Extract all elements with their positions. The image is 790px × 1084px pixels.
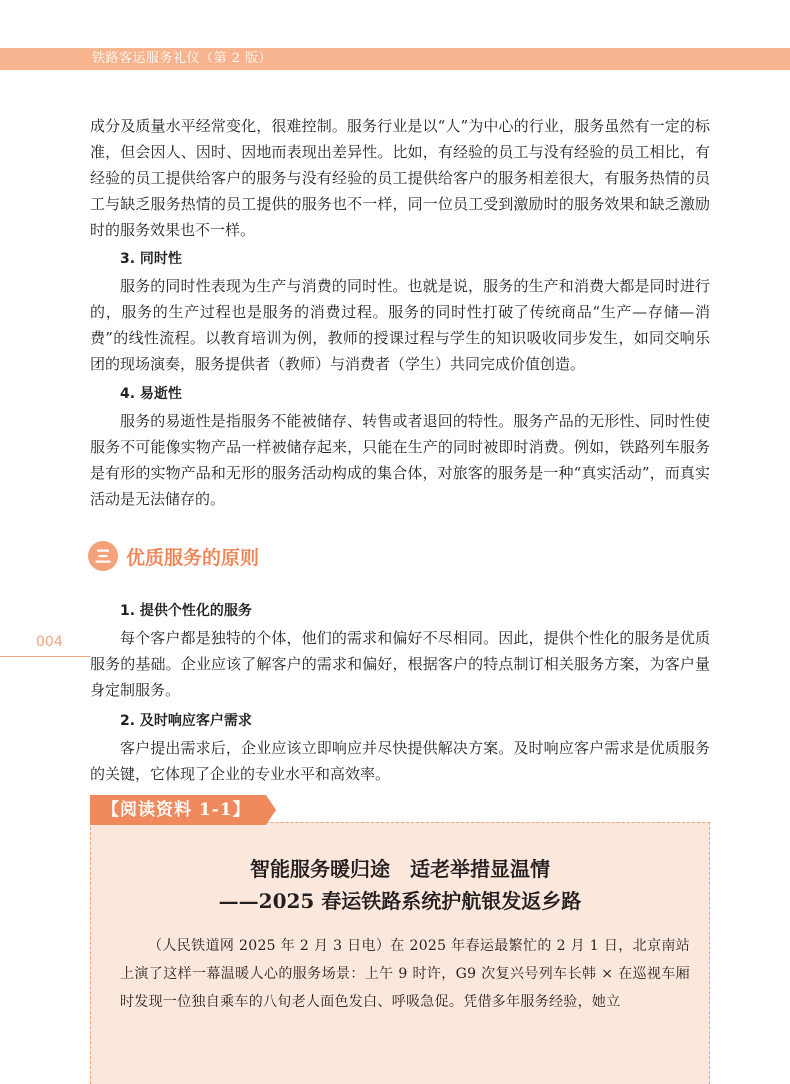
- item3-heading: 3. 同时性: [120, 251, 182, 267]
- principle2-paragraph: 客户提出需求后，企业应该立即响应并尽快提供解决方案。及时响应客户需求是优质服务的关键，它体现了企业的专业水平和高效率。: [90, 739, 710, 783]
- running-header-title: 铁路客运服务礼仪（第 2 版）: [92, 51, 273, 66]
- section-heading: [88, 541, 259, 571]
- section-number-three-icon: [93, 546, 113, 566]
- section-title: 优质服务的原则: [126, 546, 260, 569]
- article-title-line1: 智能服务暖归途 适老举措显温情: [250, 857, 550, 881]
- reading-tag-arrow: [266, 795, 276, 825]
- reading-material-tag: 【阅读资料 1-1】: [90, 795, 266, 825]
- principle1-paragraph: 每个客户都是独特的个体，他们的需求和偏好不尽相同。因此，提供个性化的服务是优质服务的基础。企业应该了解客户的需求和偏好，根据客户的特点制订相关服务方案，为客户量身定制服务。: [90, 629, 710, 699]
- item4-paragraph: 服务的易逝性是指服务不能被储存、转售或者退回的特性。服务产品的无形性、同时性使服务不可能像实物产品一样被储存起来，只能在生产的同时被即时消费。例如，铁路列车服务是有形的实物产品和无形的服务活动构成的集合体，对旅客的服务是一种“真实活动”，而真实活动是无法储存的。: [90, 412, 710, 508]
- article-title-line2: ——2025 春运铁路系统护航银发返乡路: [218, 889, 582, 913]
- page-number: 004: [36, 634, 63, 650]
- intro-paragraph: 成分及质量水平经常变化，很难控制。服务行业是以“人”为中心的行业，服务虽然有一定的标准，但会因人、因时、因地而表现出差异性。比如，有经验的员工与没有经验的员工相比，有经验的员工提供给客户的服务与没有经验的员工提供给客户的服务相差很大，有服务热情的员工与缺乏服务热情的员工提供的服务也不一样，同一位员工受到激励时的服务效果和缺乏激励时的服务效果也不一样。: [90, 117, 710, 239]
- item3-paragraph: 服务的同时性表现为生产与消费的同时性。也就是说，服务的生产和消费大都是同时进行的，服务的生产过程也是服务的消费过程。服务的同时性打破了传统商品“生产—存储—消费”的线性流程。以教育培训为例，教师的授课过程与学生的知识吸收同步发生，如同交响乐团的现场演奏，服务提供者（教师）与消费者（学生）共同完成价值创造。: [90, 277, 710, 373]
- principle2-heading: 2. 及时响应客户需求: [120, 713, 252, 729]
- article-paragraph: （人民铁道网 2025 年 2 月 3 日电）在 2025 年春运最繁忙的 2 月 1 日，北京南站上演了这样一幕温暖人心的服务场景：上午 9 时许，G9 次复兴号列车长韩 × 在巡视车厢时发现一位独自乘车的八旬老人面色发白、呼吸急促。凭借多年服务经验，她立: [120, 938, 690, 1010]
- page-number-rule: [0, 656, 90, 657]
- item4-heading: 4. 易逝性: [120, 386, 182, 402]
- principle1-heading: 1. 提供个性化的服务: [120, 603, 252, 619]
- section-number-badge: [88, 541, 118, 571]
